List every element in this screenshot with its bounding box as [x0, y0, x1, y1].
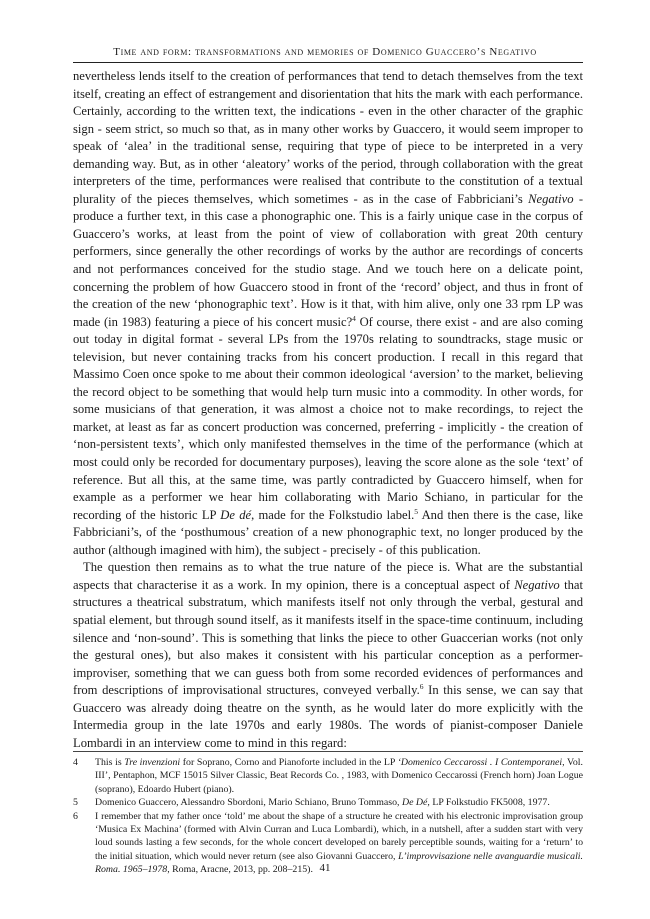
paragraph-1 — [73, 68, 583, 559]
text-run: , Vol. III’, Pentaphon, MCF 15015 Silver Classic, Beat Records Co. , 1983, with Domenico Ceccarossi (French horn) Joan Logue (soprano), Edoardo Hubert (piano). — [95, 757, 583, 795]
italic-text: ‘Domenico Ceccarossi . I Contemporanei — [397, 757, 563, 768]
italic-text: De Dé — [401, 797, 428, 809]
italic-text: Tre invenzioni — [124, 757, 181, 768]
text-run: This is — [95, 757, 125, 768]
header-rule — [73, 62, 583, 63]
footnote-number: 6 — [73, 810, 78, 822]
text-run: The question then remains as to what the true nature of the piece is. What are the substantial aspects that characterise it as a work. In my opinion, there is a conceptual aspect of — [73, 560, 583, 592]
page-number: 41 — [319, 862, 331, 874]
text-run: that structures a theatrical substratum, which manifests itself not only through the verbal, gestural and spatial element, but through sound itself, as it manifests itself in the space-time continuum, including silence and ‘non-sound’. This is something that links the piece to other Guaccerian works (not only the gestural ones), but also makes it consistent with his particular conception as a performer-improviser, something that we can guess both from some recorded evidences of performances and from descriptions of improvisational structures, conveyed verbally. — [73, 577, 583, 698]
footnote-text — [95, 796, 583, 809]
text-run: - produce a further text, in this case a phonographic one. This is a fairly unique case in the corpus of Guaccero’s works, at least from the point of view of collaboration with great 20th century performers, since generally the other recordings of works by the author are recordings of concerts and not performances conceived for the studio stage. And we touch here on a delicate point, concerning the problem of how Guaccero stood in front of the ‘record’ object, and thus in front of the creation of the new ‘phonographic text’. How is it that, with him alive, only one 33 rpm LP was made (in 1983) featuring a piece of his concert music? — [73, 191, 584, 329]
footnote-ref: 6 — [419, 681, 424, 691]
text-run: , Roma, Aracne, 2013, pp. 208–215). — [167, 864, 313, 876]
text-run: nevertheless lends itself to the creation of performances that tend to detach themselves from the text itself, creating an effect of estrangement and disorientation that hits the mark with each performance. Certainly, according to the written text, the indications - even in the other character of the graphic sign - seem strict, so much so that, as in many other works by Guaccero, it would seem improper to speak of ‘alea’ in the traditional sense, requiring that type of piece to be interpreted in a very demanding way. But, as in other ‘aleatory’ works of the period, through collaboration with the great interpreters of the time, performances were realised that contribute to the constitution of a textual plurality of the pieces themselves, which sometimes - as in the case of Fabbriciani’s — [73, 69, 583, 206]
italic-text: Negativo — [514, 577, 560, 592]
main-text — [73, 68, 583, 752]
text-run: , LP Folkstudio FK5008, 1977. — [427, 797, 550, 809]
footnote-5 — [73, 796, 583, 809]
text-run: Of course, there exist - and are also coming out today in digital format - several LPs from the 1970s relating to soundtracks, stage music or television, but never containing tracks from his concert production. I recall in this regard that Massimo Coen once spoke to me about their common ideological ‘aversion’ to the market, believing the record object to be something that would help turn music into a commodity. In other words, for some musicians of that generation, it was almost a choice not to make recordings, to reject the market, at least as far as concert production was concerned, preferring - implicitly - the creation of ‘non-persistent texts’, which only manifested themselves in the time of the performance (which at most could only be recorded for documentary purposes), leaving the score alone as the sole ‘text’ of reference. But all this, at the same time, was partly contradicted by Guaccero himself, when for example as a performer we hear him collaborating with Mario Schiano, in particular for the recording of the historic LP — [73, 314, 583, 522]
italic-text: L’improvvisazione nelle avanguardie musicali. Roma. 1965–1978 — [95, 850, 583, 876]
text-run: I remember that my father once ‘told’ me about the shape of a structure he created with his electronic improvisation group ‘Musica Ex Machina’ (formed with Alvin Curran and Luca Lombardi), which, in a nutshell, after a sudden start with very loud sounds lasting a few seconds, for the whole concert developed on barely perceptible sounds, waiting for a ‘return’ to the initial situation, which would never return (see also Giovanni Guaccero, — [95, 810, 583, 862]
footnote-ref: 5 — [414, 506, 419, 516]
text-run: And then there is the case, like Fabbriciani’s, of the ‘posthumous’ creation of a new phonographic text, no longer produced by the author (although imagined with him), the subject - precisely - of this publication. — [73, 507, 583, 557]
text-run: for Soprano, Corno and Pianoforte included in the LP — [180, 757, 398, 768]
footnote-number: 4 — [73, 757, 78, 768]
text-run: In this sense, we can say that Guaccero was already doing theatre on the synth, as he would later do more explicitly with the Intermedia group in the late 1970s and early 1980s. The words of pianist-composer Daniele Lombardi in an interview come to mind in this regard: — [73, 683, 583, 750]
footnote-text — [95, 756, 583, 796]
footnote-number: 5 — [73, 797, 78, 809]
running-head: Time and form: transformations and memories of Domenico Guaccero’s Negativo — [113, 46, 537, 58]
footnotes — [73, 756, 583, 877]
paragraph-2 — [73, 559, 583, 752]
italic-text: Negativo — [528, 191, 574, 206]
footnote-ref: 4 — [352, 313, 356, 323]
italic-text: De dé — [220, 507, 252, 522]
text-run: , made for the Folkstudio label. — [251, 507, 415, 522]
footnote-4 — [73, 756, 583, 796]
text-run: Domenico Guaccero, Alessandro Sbordoni, Mario Schiano, Bruno Tommaso, — [95, 797, 402, 809]
footnote-rule — [73, 751, 583, 752]
